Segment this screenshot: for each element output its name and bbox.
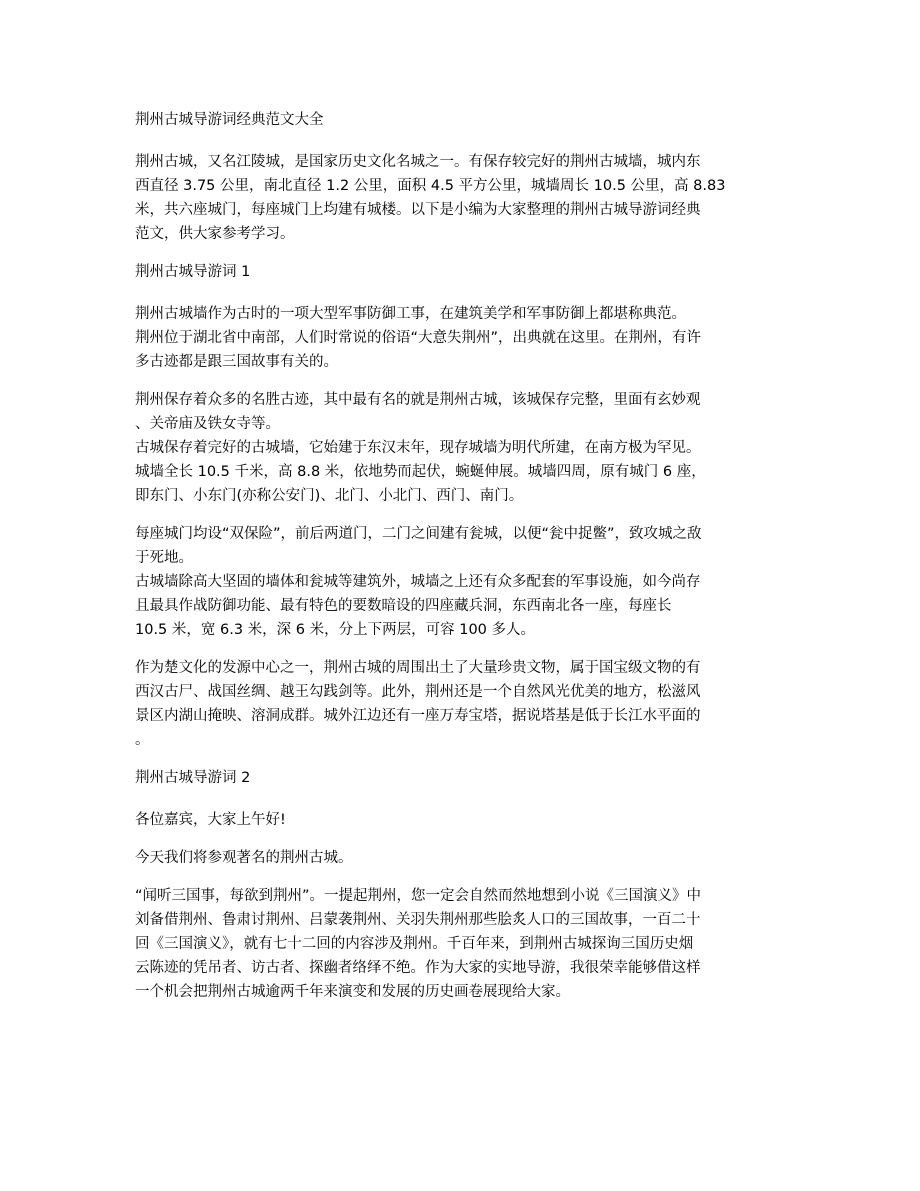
text-line: 荆州古城，又名江陵城，是国家历史文化名城之一。有保存较完好的荆州古城墙，城内东 <box>135 154 701 170</box>
text-line: 、关帝庙及铁女寺等。 <box>135 416 280 432</box>
text-line: 今天我们将参观著名的荆州古城。 <box>135 850 353 866</box>
text-line: 米，共六座城门，每座城门上均建有城楼。以下是小编为大家整理的荆州古城导游词经典 <box>135 202 701 218</box>
text-line: 古城保存着完好的古城墙，它始建于东汉末年，现存城墙为明代所建，在南方极为罕见。 <box>135 440 701 456</box>
text-line: 即东门、小东门(亦称公安门)、北门、小北门、西门、南门。 <box>135 488 524 504</box>
text-line: 各位嘉宾，大家上午好! <box>135 812 286 828</box>
text-line: 范文，供大家参考学习。 <box>135 226 295 242</box>
text-line: 且最具作战防御功能、最有特色的要数暗设的四座藏兵洞，东西南北各一座，每座长 <box>135 598 672 614</box>
section2-paragraph-2 <box>135 846 785 870</box>
text-line: 西汉古尸、战国丝绸、越王勾践剑等。此外，荆州还是一个自然风光优美的地方，松滋风 <box>135 684 701 700</box>
text-line: 作为楚文化的发源中心之一，荆州古城的周围出土了大量珍贵文物，属于国宝级文物的有 <box>135 660 701 676</box>
intro-paragraph <box>135 150 785 246</box>
text-line: 云陈迹的凭吊者、访古者、探幽者络绎不绝。作为大家的实地导游，我很荣幸能够借这样 <box>135 960 701 976</box>
text-line: 城墙全长 10.5 千米，高 8.8 米，依地势而起伏，蜿蜒伸展。城墙四周，原有城门 6 座， <box>135 464 706 480</box>
text-line: 景区内湖山掩映、溶洞成群。城外江边还有一座万寿宝塔，据说塔基是低于长江水平面的 <box>135 708 701 724</box>
text-line: 。 <box>135 732 150 748</box>
text-line: 10.5 米，宽 6.3 米，深 6 米，分上下两层，可容 100 多人。 <box>135 622 536 638</box>
text-line: 每座城门均设“双保险”，前后两道门，二门之间建有瓮城，以便“瓮中捉鳖”，致攻城之敌 <box>135 526 702 542</box>
text-line: 荆州位于湖北省中南部，人们时常说的俗语“大意失荆州”，出典就在这里。在荆州，有许 <box>135 330 702 346</box>
section1-paragraph-3 <box>135 522 785 642</box>
text-line: 荆州古城墙作为古时的一项大型军事防御工事，在建筑美学和军事防御上都堪称典范。 <box>135 306 686 322</box>
text-line: 多古迹都是跟三国故事有关的。 <box>135 354 338 370</box>
section1-paragraph-2 <box>135 388 785 508</box>
section-heading-1: 荆州古城导游词 1 <box>135 264 251 280</box>
text-line: 一个机会把荆州古城逾两千年来演变和发展的历史画卷展现给大家。 <box>135 984 570 1000</box>
section-heading-2: 荆州古城导游词 2 <box>135 770 251 786</box>
text-line: “闻听三国事，每欲到荆州”。一提起荆州，您一定会自然而然地想到小说《三国演义》中 <box>135 888 702 904</box>
text-line: 刘备借荆州、鲁肃讨荆州、吕蒙袭荆州、关羽失荆州那些脍炙人口的三国故事，一百二十 <box>135 912 701 928</box>
text-line: 回《三国演义》，就有七十二回的内容涉及荆州。千百年来，到荆州古城探询三国历史烟 <box>135 936 694 952</box>
text-line: 古城墙除高大坚固的墙体和瓮城等建筑外，城墙之上还有众多配套的军事设施，如今尚存 <box>135 574 701 590</box>
section2-paragraph-3 <box>135 884 785 1004</box>
text-line: 荆州保存着众多的名胜古迹，其中最有名的就是荆州古城，该城保存完整，里面有玄妙观 <box>135 392 701 408</box>
text-line: 西直径 3.75 公里，南北直径 1.2 公里，面积 4.5 平方公里，城墙周长 10.5 公里，高 8.83 <box>135 178 726 194</box>
section2-paragraph-1 <box>135 808 785 832</box>
document-title: 荆州古城导游词经典范文大全 <box>135 112 324 128</box>
section1-paragraph-1 <box>135 302 785 374</box>
text-line: 于死地。 <box>135 550 193 566</box>
section1-paragraph-4 <box>135 656 785 752</box>
